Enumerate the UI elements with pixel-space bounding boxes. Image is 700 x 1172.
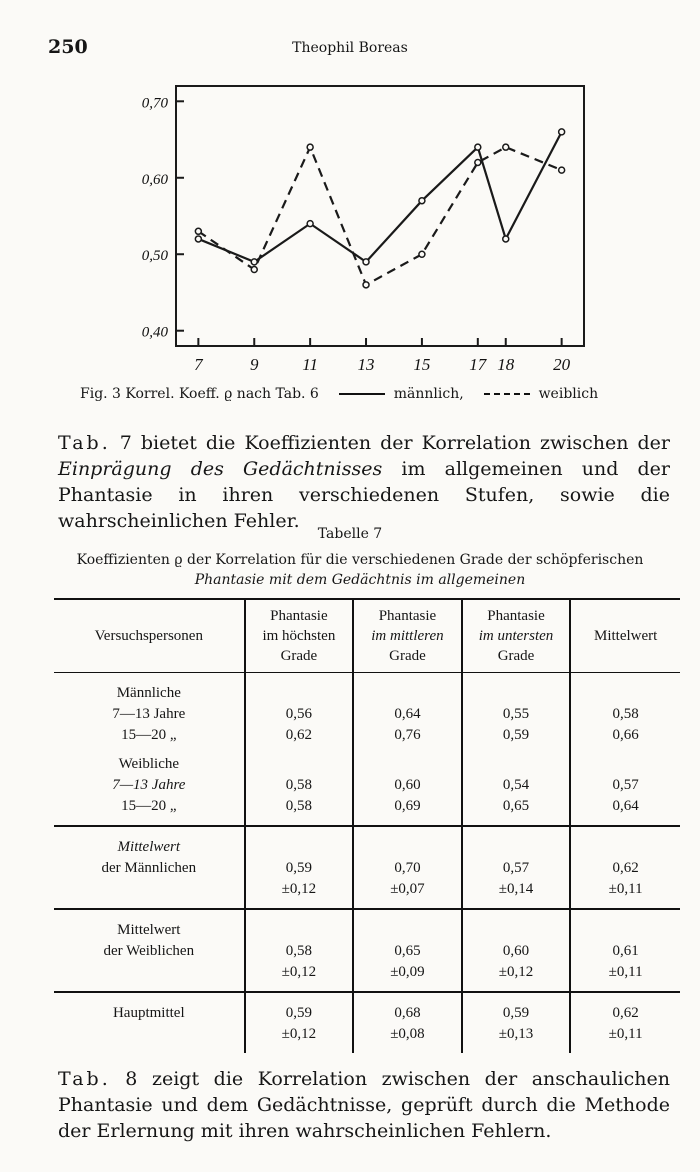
cell: 0,62 ±0,11: [570, 826, 680, 909]
paragraph-lead: Tab.: [58, 432, 111, 454]
cell: 0,60 0,69: [353, 754, 462, 826]
x-tick-label: 15: [413, 355, 431, 374]
table-caption: [40, 550, 680, 590]
data-point-weiblich: [419, 251, 425, 257]
data-point-weiblich: [503, 144, 509, 150]
page-number: 250: [48, 36, 88, 58]
x-tick-label: 17: [469, 355, 487, 374]
cell: 0,55 0,59: [462, 673, 571, 755]
cell: 0,65 ±0,09: [353, 909, 462, 992]
header-mittelwert: Mittelwert: [570, 599, 680, 673]
cell: 0,59 ±0,12: [245, 826, 354, 909]
table-caption-line2: Phantasie mit dem Gedächtnis im allgemeinen: [194, 572, 526, 588]
running-header-author: Theophil Boreas: [292, 40, 408, 56]
legend-dashed-line-icon: [482, 390, 532, 398]
x-tick-label: 18: [497, 355, 515, 374]
paragraph-text: 7 bietet die Koeffizienten der Korrelation zwischen der: [110, 432, 670, 454]
cell: 0,57 0,64: [570, 754, 680, 826]
cell: 0,64 0,76: [353, 673, 462, 755]
data-point-männlich: [503, 236, 509, 242]
data-point-männlich: [251, 259, 257, 265]
cell: 0,58 0,58: [245, 754, 354, 826]
row-label: Weibliche 7—13 Jahre 15—20 „: [54, 754, 245, 826]
y-tick-label: 0,60: [141, 171, 168, 188]
paragraph-tab7: [58, 430, 670, 534]
legend-female-label: weiblich: [538, 386, 599, 402]
paragraph-tab8: [58, 1066, 670, 1144]
cell: 0,58 0,66: [570, 673, 680, 755]
header-versuchspersonen: Versuchspersonen: [54, 599, 245, 673]
table-header-row: [54, 599, 680, 673]
figure-caption-text: Fig. 3 Korrel. Koeff. ϱ nach Tab. 6: [80, 386, 319, 402]
x-tick-label: 7: [194, 355, 203, 374]
header-hoechster-grad: Phantasie im höchsten Grade: [245, 599, 354, 673]
cell: 0,59 ±0,13: [462, 992, 571, 1053]
data-point-weiblich: [251, 267, 257, 273]
data-point-weiblich: [195, 228, 201, 234]
table-title: Tabelle 7: [317, 526, 383, 542]
data-point-männlich: [363, 259, 369, 265]
x-tick-label: 13: [357, 355, 375, 374]
data-point-männlich: [195, 236, 201, 242]
data-point-weiblich: [559, 167, 565, 173]
legend-solid-line-icon: [337, 390, 387, 398]
row-label: Männliche 7—13 Jahre 15—20 „: [112, 685, 186, 743]
table-row-mean-female: [54, 909, 680, 992]
correlation-table: [54, 598, 680, 1053]
y-tick-label: 0,40: [141, 324, 168, 341]
data-point-männlich: [475, 144, 481, 150]
cell: 0,56 0,62: [245, 673, 354, 755]
y-tick-label: 0,50: [141, 248, 168, 265]
data-point-männlich: [307, 221, 313, 227]
header-unterster-grad: Phantasie im untersten Grade: [462, 599, 571, 673]
x-tick-label: 9: [249, 355, 259, 374]
data-point-weiblich: [475, 159, 481, 165]
paragraph-lead: Tab.: [58, 1068, 111, 1090]
data-point-weiblich: [363, 282, 369, 288]
cell: 0,68 ±0,08: [353, 992, 462, 1053]
table-caption-line1: Koeffizienten ϱ der Korrelation für die verschiedenen Grade der schöpferischen: [76, 552, 644, 568]
table-row-main-mean: [54, 992, 680, 1053]
paragraph-italic: Einprägung des Gedächtnisses: [58, 458, 383, 480]
row-label: Mittelwert der Weiblichen: [54, 909, 245, 992]
table-row-male: [54, 673, 680, 755]
figure-caption: [80, 386, 598, 402]
cell: 0,70 ±0,07: [353, 826, 462, 909]
line-chart: [0, 70, 700, 382]
cell: 0,59 ±0,12: [245, 992, 354, 1053]
table-row-mean-male: [54, 826, 680, 909]
row-label: Hauptmittel: [112, 1005, 185, 1021]
data-point-männlich: [419, 198, 425, 204]
table-row-female: [54, 754, 680, 826]
x-tick-label: 11: [302, 355, 319, 374]
plot-frame: [176, 86, 584, 346]
cell: 0,58 ±0,12: [245, 909, 354, 992]
header-mittlerer-grad: Phantasie im mittleren Grade: [353, 599, 462, 673]
cell: 0,60 ±0,12: [462, 909, 571, 992]
legend-male-label: männlich,: [393, 386, 464, 402]
cell: 0,54 0,65: [462, 754, 571, 826]
paragraph-text-end: im allgemeinen und der Phantasie in ihren verschiedenen Stufen, sowie die wahrscheinlichen Fehler.: [58, 458, 670, 532]
cell: 0,62 ±0,11: [570, 992, 680, 1053]
cell: 0,57 ±0,14: [462, 826, 571, 909]
cell: 0,61 ±0,11: [570, 909, 680, 992]
data-point-männlich: [559, 129, 565, 135]
paragraph-text: 8 zeigt die Korrelation zwischen der anschaulichen Phantasie und dem Gedächtnisse, geprüft durch die Methode der Erlernung mit ihren wahrscheinlichen Fehlern.: [58, 1068, 670, 1142]
x-tick-label: 20: [553, 355, 571, 374]
row-label: Mittelwert der Männlichen: [54, 826, 245, 909]
y-tick-label: 0,70: [141, 95, 168, 112]
data-point-weiblich: [307, 144, 313, 150]
